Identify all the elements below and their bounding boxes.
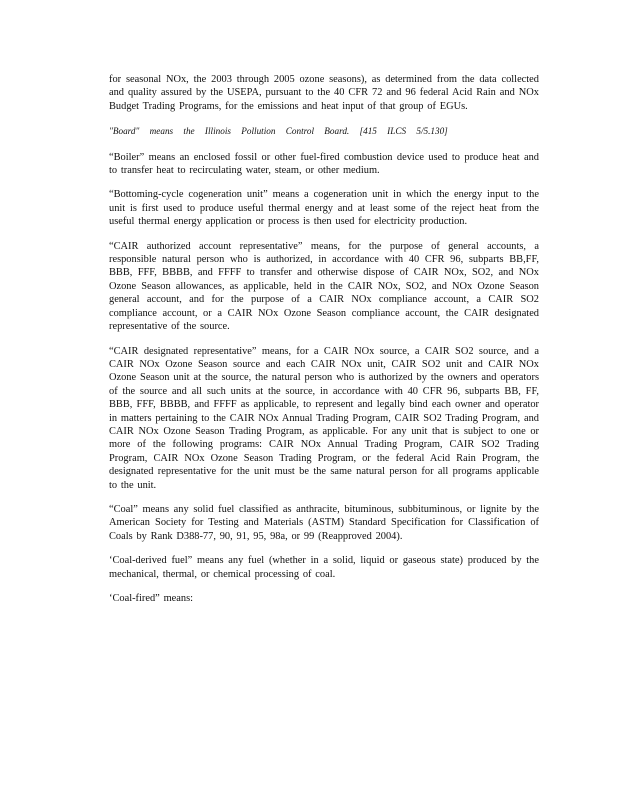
paragraph-board-definition: "Board" means the Illinois Pollution Control Board. [415 ILCS 5/5.130] <box>109 126 448 137</box>
paragraph-bottoming-cycle-definition: “Bottoming-cycle cogeneration unit” means a cogeneration unit in which the energy input to the unit is first used to produce useful thermal energy and at least some of the reject heat from the useful thermal energy application or process is then used for electricity production. <box>109 189 539 228</box>
page-body <box>109 73 539 616</box>
paragraph-boiler-definition: “Boiler” means an enclosed fossil or other fuel-fired combustion device used to produce heat and to transfer heat to recirculating water, steam, or other medium. <box>109 151 539 177</box>
paragraph-egu-seasonal-data: for seasonal NOx, the 2003 through 2005 ozone seasons), as determined from the data collected and quality assured by the USEPA, pursuant to the 40 CFR 72 and 96 federal Acid Rain and NOx Budget Trading Programs, for the emissions and heat input of that group of EGUs. <box>109 74 539 112</box>
paragraph-coal-definition: “Coal” means any solid fuel classified as anthracite, bituminous, subbituminous, or lignite by the American Society for Testing and Materials (ASTM) Standard Specification for Classification of Coals by Rank D388-77, 90, 91, 95, 98a, or 99 (Reapproved 2004). <box>109 503 539 542</box>
paragraph-cair-designated-representative: “CAIR designated representative” means, for a CAIR NOx source, a CAIR SO2 source, and a CAIR NOx Ozone Season source and each CAIR NOx unit, CAIR SO2 unit and CAIR NOx Ozone Season unit at the source, the natural person who is authorized by the owners and operators of the source and all such units at the source, in accordance with 40 CFR 96, subparts BB, FF, BBB, FFF, BBBB, and FFFF as applicable, to represent and legally bind each owner and operator in matters pertaining to the CAIR NOx Annual Trading Program, CAIR SO2 Trading Program, and CAIR NOx Ozone Season Trading Program, as applicable. For any unit that is subject to one or more of the following programs: CAIR NOx Annual Trading Program, CAIR SO2 Trading Program, CAIR NOx Ozone Season Trading Program, or the federal Acid Rain Program, the designated representative for the unit must be the same natural person for all programs applicable to the unit. <box>109 345 539 491</box>
paragraph-cair-authorized-account-representative: “CAIR authorized account representative” means, for the purpose of general accounts, a responsible natural person who is authorized, in accordance with 40 CFR 96, subparts BB,FF, BBB, FFF, BBBB, and FFFF to transfer and otherwise dispose of CAIR NOx, SO2, and NOx Ozone Season allowances, as applicable, held in the CAIR NOx, SO2, and NOx Ozone Season general account, and for the purpose of a CAIR NOx compliance account, a CAIR SO2 compliance account, or a CAIR NOx Ozone Season compliance account, the CAIR designated representative of the source. <box>109 240 539 333</box>
paragraph-coal-fired-definition: ‘Coal-fired” means: <box>109 593 194 604</box>
paragraph-coal-derived-fuel-definition: ‘Coal-derived fuel” means any fuel (whether in a solid, liquid or gaseous state) produced by the mechanical, thermal, or chemical processing of coal. <box>109 555 539 580</box>
